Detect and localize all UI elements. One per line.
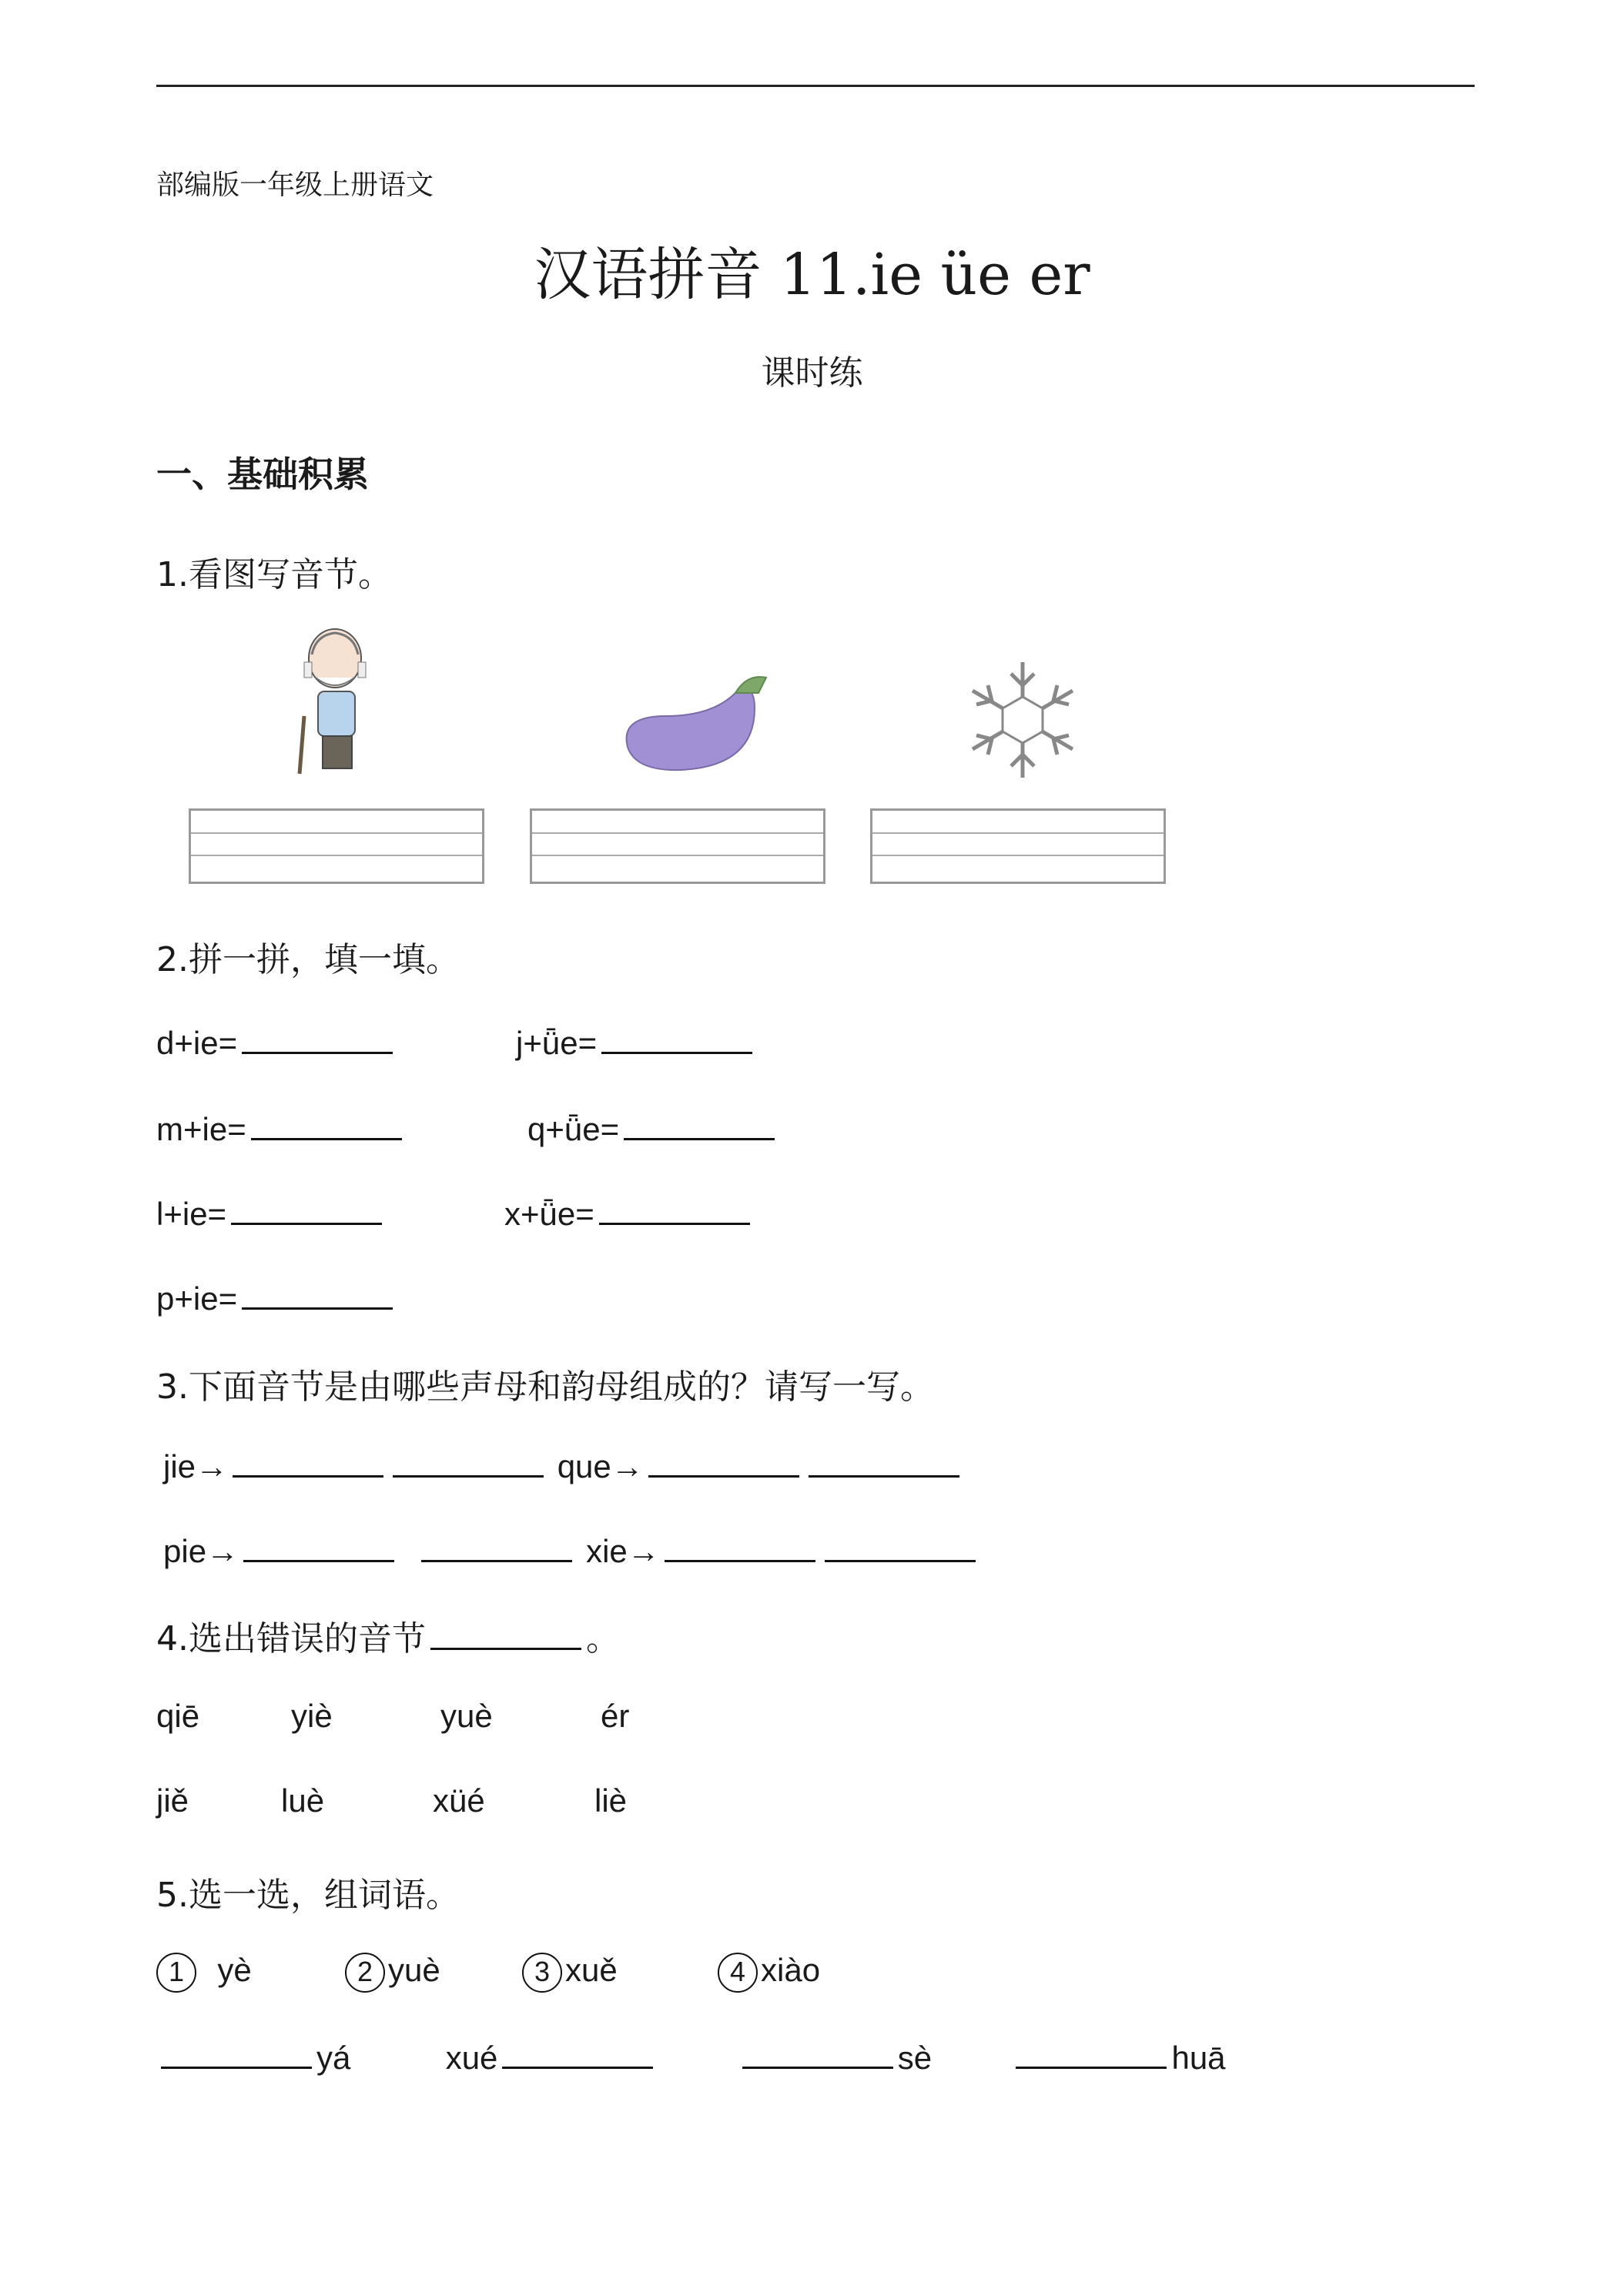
q5-answer-row: yá xué sè huā xyxy=(156,2039,1226,2077)
page-title: 汉语拼音 11.ie üe er xyxy=(534,242,1090,308)
q2-label: 2.拼一拼，填一填。 xyxy=(156,940,460,979)
option-1: 1 yè xyxy=(156,1952,252,1993)
answer-blank[interactable] xyxy=(742,2039,893,2069)
section-heading: 一、基础积累 xyxy=(156,454,369,495)
q3-row: pie→ xie→ xyxy=(163,1532,980,1570)
option-3: 3 xuě xyxy=(522,1952,618,1993)
q2-item: j+ǖe= xyxy=(516,1024,757,1062)
q2-item: p+ie= xyxy=(156,1280,397,1317)
syllable: qiē xyxy=(156,1698,200,1734)
q2-item: d+ie= xyxy=(156,1024,397,1062)
answer-blank[interactable] xyxy=(243,1532,394,1562)
syllable: jiě xyxy=(156,1782,189,1819)
answer-blank[interactable] xyxy=(624,1110,775,1140)
answer-blank[interactable] xyxy=(242,1024,393,1054)
option-2: 2 yuè xyxy=(345,1952,440,1993)
answer-blank[interactable] xyxy=(1016,2039,1167,2069)
option-4: 4 xiào xyxy=(718,1952,820,1993)
answer-box-1[interactable] xyxy=(189,808,484,884)
answer-blank[interactable] xyxy=(648,1448,799,1478)
snowflake-icon xyxy=(957,654,1088,785)
header-rule xyxy=(156,85,1475,87)
syllable: liè xyxy=(594,1782,628,1819)
answer-box-3[interactable] xyxy=(870,808,1166,884)
syllable: luè xyxy=(281,1782,325,1819)
answer-blank[interactable] xyxy=(809,1448,959,1478)
page-subtitle: 课时练 xyxy=(761,353,863,393)
q3-row: jie→ que→ xyxy=(163,1448,964,1485)
answer-blank[interactable] xyxy=(242,1280,393,1310)
answer-blank[interactable] xyxy=(599,1195,750,1225)
answer-box-2[interactable] xyxy=(530,808,825,884)
answer-blank[interactable] xyxy=(421,1532,572,1562)
syllable: ér xyxy=(601,1698,630,1734)
answer-blank[interactable] xyxy=(825,1532,976,1562)
q1-label: 1.看图写音节。 xyxy=(156,555,392,594)
answer-blank[interactable] xyxy=(430,1620,581,1650)
picture-row xyxy=(189,624,1190,901)
grandpa-icon xyxy=(281,624,389,778)
answer-blank[interactable] xyxy=(393,1448,544,1478)
eggplant-icon xyxy=(620,670,789,778)
syllable: xüé xyxy=(433,1782,485,1819)
answer-blank[interactable] xyxy=(665,1532,815,1562)
q2-item: x+ǖe= xyxy=(504,1195,755,1233)
q4-label: 4.选出错误的音节 。 xyxy=(156,1619,620,1658)
syllable: yiè xyxy=(291,1698,333,1734)
q2-item: m+ie= xyxy=(156,1110,407,1148)
q5-label: 5.选一选，组词语。 xyxy=(156,1876,460,1915)
answer-blank[interactable] xyxy=(231,1195,382,1225)
q3-label: 3.下面音节是由哪些声母和韵母组成的？请写一写。 xyxy=(156,1367,934,1407)
answer-blank[interactable] xyxy=(233,1448,383,1478)
q2-item: l+ie= xyxy=(156,1195,387,1233)
answer-blank[interactable] xyxy=(161,2039,312,2069)
answer-blank[interactable] xyxy=(251,1110,402,1140)
q2-item: q+ǖe= xyxy=(527,1110,779,1148)
syllable: yuè xyxy=(440,1698,493,1734)
answer-blank[interactable] xyxy=(601,1024,752,1054)
document-header: 部编版一年级上册语文 xyxy=(156,169,434,201)
answer-blank[interactable] xyxy=(502,2039,653,2069)
